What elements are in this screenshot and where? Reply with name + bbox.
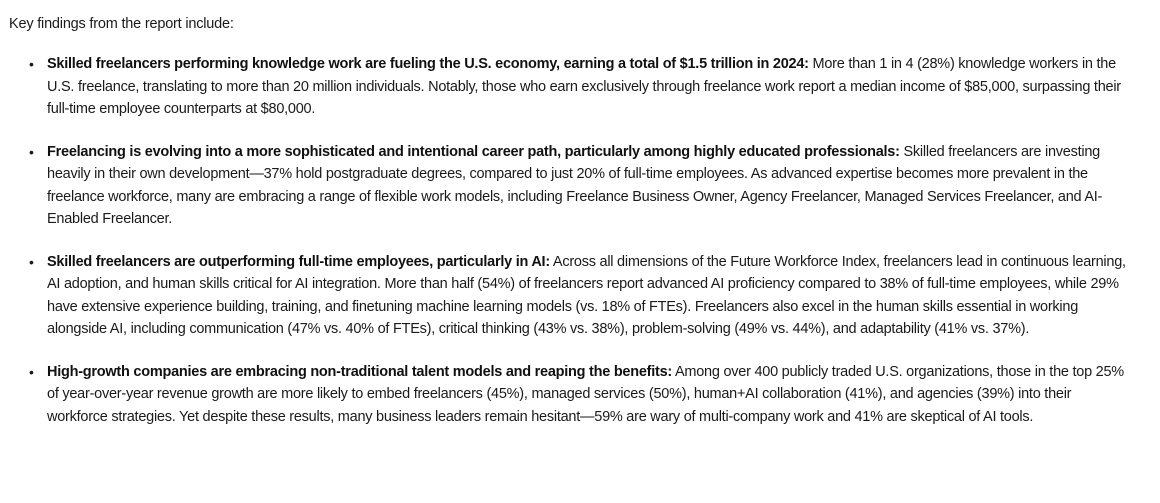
- finding-body: More than 1 in 4 (28%) knowledge workers in the U.S. freelance, translating to more than 20 million individuals. Notably, those who earn exclusively through freelance work report a median income of $85,000, surpassing their full-time employee counterparts at $80,000.: [47, 56, 1121, 117]
- bullet-icon: •: [29, 253, 34, 270]
- finding-title: Skilled freelancers performing knowledge work are fueling the U.S. economy, earning a total of $1.5 trillion in 2024:: [47, 56, 809, 72]
- finding-title: High-growth companies are embracing non-traditional talent models and reaping the benefits:: [47, 363, 672, 380]
- finding-item: [9, 361, 1129, 429]
- findings-list: [9, 53, 1129, 428]
- finding-body: Skilled freelancers are investing heavily in their own development—37% hold postgraduate degrees, compared to just 20% of full-time employees. As advanced expertise becomes more prevalent in the freelance workforce, many are embracing a range of flexible work models, including Freelance Business Owner, Agency Freelancer, Managed Services Freelancer, and AI-Enabled Freelancer.: [47, 143, 1103, 227]
- bullet-icon: •: [29, 56, 34, 72]
- finding-title: Skilled freelancers are outperforming full-time employees, particularly in AI:: [47, 253, 550, 270]
- intro-text: Key findings from the report include:: [9, 16, 234, 32]
- finding-body: Among over 400 publicly traded U.S. organizations, those in the top 25% of year-over-year revenue growth are more likely to embed freelancers (45%), managed services (50%), human+AI collaboration (41%), and agencies (39%) into their workforce strategies. Yet despite these results, many business leaders remain hesitant—59% are wary of multi-company work and 41% are skeptical of AI tools.: [47, 363, 1124, 425]
- finding-title: Freelancing is evolving into a more sophisticated and intentional career path, particularly among highly educated professionals:: [47, 143, 900, 160]
- bullet-icon: •: [29, 363, 34, 380]
- finding-body: Across all dimensions of the Future Workforce Index, freelancers lead in continuous learning, AI adoption, and human skills critical for AI integration. More than half (54%) of freelancers report advanced AI proficiency compared to 38% of full-time employees, while 29% have extensive experience building, training, and finetuning machine learning models (vs. 18% of FTEs). Freelancers also excel in the human skills essential in working alongside AI, including communication (47% vs. 40% of FTEs), critical thinking (43% vs. 38%), problem-solving (49% vs. 44%), and adaptability (41% vs. 37%).: [47, 253, 1126, 337]
- finding-item: [9, 141, 1129, 231]
- bullet-icon: •: [29, 143, 34, 160]
- finding-item: [9, 251, 1129, 341]
- finding-item: [9, 53, 1129, 121]
